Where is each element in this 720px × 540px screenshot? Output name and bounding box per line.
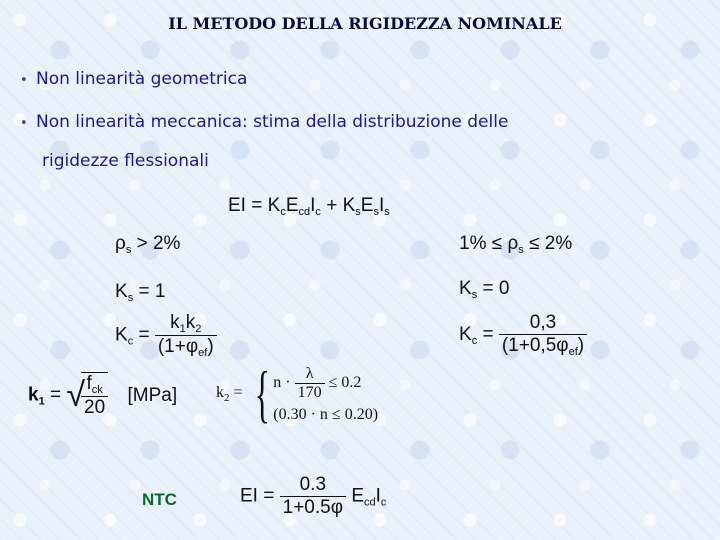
formula-ks-one: $K_s = 1$ — [115, 281, 166, 304]
formula-k2: $k_2$ = { n · $\frac{\lambda}{170}$ ≤ 0.2 (0.30 · n ≤ 0.20) — [216, 358, 379, 429]
formula-k1: $k_1$ = √ $\frac{f_{ck}}{20}$ [MPa] — [28, 373, 178, 418]
bullet-mechanical: • Non linearità meccanica: stima della distribuzione delle — [20, 112, 509, 132]
k1-root-fraction: $\frac{f_{ck}}{20}$ — [81, 372, 108, 419]
bullet-geometric: • Non linearità geometrica — [20, 69, 248, 89]
formula-rho-range: $1\% \le \rho_s \le 2\%$ — [459, 233, 573, 256]
ntc-label: NTC — [142, 490, 177, 509]
formula-rho-greater: $\rho_s > 2\%$ — [115, 233, 181, 256]
brace-icon: { — [254, 358, 270, 429]
formula-ei-ntc: EI = $\frac{0.3}{1+0.5\varphi}$ $E_{cd}I_c$ — [240, 474, 387, 518]
bullet-dot: • — [20, 116, 28, 131]
formula-ei-main: EI = $K_cE_{cd}I_c + K_sE_sI_s$ — [228, 195, 390, 218]
bullet-dot: • — [20, 73, 28, 88]
kc-left-fraction: $\frac{k_1k_2}{(1+\varphi_{ef})}$ — [155, 312, 217, 359]
ei-ntc-fraction: $\frac{0.3}{1+0.5\varphi}$ — [280, 474, 346, 519]
bullet-mechanical-continued: rigidezze flessionali — [42, 151, 209, 171]
page-title: IL METODO DELLA RIGIDEZZA NOMINALE — [168, 14, 562, 33]
formula-kc-right: $K_c$ = $\frac{0,3}{(1+0,5\varphi_{ef})}$ — [459, 312, 587, 358]
formula-ks-zero: $K_s = 0$ — [459, 278, 510, 301]
sqrt-symbol: √ — [66, 376, 86, 414]
formula-kc-left: $K_c$ = $\frac{k_1k_2}{(1+\varphi_{ef})}$ — [115, 312, 217, 359]
kc-right-fraction: $\frac{0,3}{(1+0,5\varphi_{ef})}$ — [499, 312, 587, 358]
